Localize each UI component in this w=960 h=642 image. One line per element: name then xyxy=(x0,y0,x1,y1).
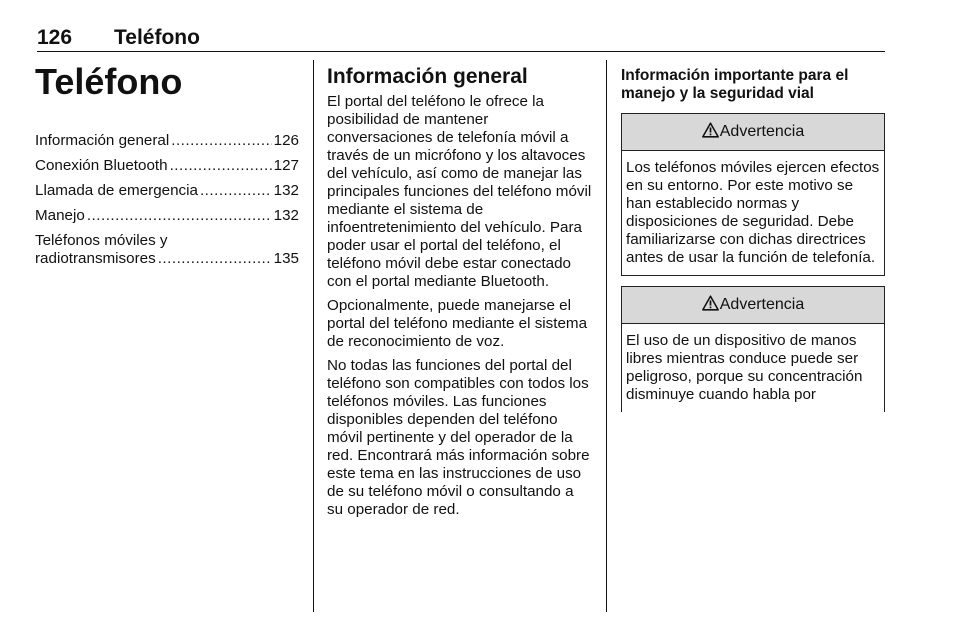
warning-box xyxy=(621,113,885,276)
toc-item[interactable] xyxy=(35,182,299,200)
general-info-column xyxy=(327,62,593,525)
chapter-title: Teléfono xyxy=(35,61,183,102)
warning-heading xyxy=(622,114,884,151)
warning-text: El uso de un dispositivo de manos libres mientras conduce puede ser peligroso, porque su concentración disminuye cuando habla por xyxy=(626,332,863,403)
toc-item-label: Conexión Bluetooth xyxy=(35,157,168,174)
warning-triangle-icon xyxy=(702,295,719,311)
toc-item-label: Información general xyxy=(35,132,170,149)
toc-dot-leader xyxy=(200,182,272,200)
safety-column xyxy=(621,62,885,422)
running-section-title: Teléfono xyxy=(114,26,200,49)
toc-item-label: Manejo xyxy=(35,207,85,224)
toc-dot-leader xyxy=(87,207,272,225)
toc-item[interactable] xyxy=(35,207,299,225)
warning-heading xyxy=(622,287,884,324)
toc-column xyxy=(35,62,299,275)
warning-box xyxy=(621,286,885,412)
toc-item-page: 127 xyxy=(273,157,299,174)
toc-item-label: Llamada de emergencia xyxy=(35,182,198,199)
toc-item-page: 132 xyxy=(273,207,299,224)
header-rule xyxy=(37,51,885,52)
warning-heading-text: Advertencia xyxy=(719,296,805,313)
toc-item-page: 132 xyxy=(273,182,299,199)
subsection-title: Información importante para el manejo y la seguridad vial xyxy=(621,67,849,102)
page-number: 126 xyxy=(37,26,73,49)
warning-triangle-icon xyxy=(702,122,719,138)
toc-item[interactable] xyxy=(35,157,299,175)
column-divider-1 xyxy=(313,60,314,612)
paragraph: El portal del teléfono le ofrece la posibilidad de mantener conversaciones de telefonía móvil a través de un micrófono y los altavoces del vehículo, así como de manejar las principales funciones del teléfono móvil mediante el sistema de infoentretenimiento del vehículo. Para poder usar el portal del teléfono, el teléfono móvil debe estar conectado con el portal mediante Bluetooth. xyxy=(327,93,592,290)
toc-dot-leader xyxy=(158,250,272,268)
toc-item[interactable] xyxy=(35,132,299,150)
warning-text: Los teléfonos móviles ejercen efectos en su entorno. Por este motivo se han establecido normas y disposiciones de seguridad. Debe familiarizarse con dichas directrices antes de usar la función de telefonía. xyxy=(626,159,880,266)
toc-item-page: 126 xyxy=(273,132,299,149)
toc-item-label-line1: Teléfonos móviles y xyxy=(35,232,168,249)
section-title: Información general xyxy=(327,65,528,88)
toc-dot-leader xyxy=(170,157,272,175)
paragraph: No todas las funciones del portal del teléfono son compatibles con todos los teléfonos móviles. Las funciones disponibles dependen del teléfono móvil pertinente y del operador de la red. Encontrará más información sobre este tema en las instrucciones de uso de su teléfono móvil o consultando a su operador de red. xyxy=(327,357,590,518)
paragraph: Opcionalmente, puede manejarse el portal del teléfono mediante el sistema de reconocimiento de voz. xyxy=(327,297,588,350)
toc-item-page: 135 xyxy=(273,250,299,267)
column-divider-2 xyxy=(606,60,607,612)
toc-item[interactable] xyxy=(35,232,299,268)
warning-heading-text: Advertencia xyxy=(719,123,805,140)
toc-dot-leader xyxy=(171,132,271,150)
toc-item-label: radiotransmisores xyxy=(35,250,156,267)
